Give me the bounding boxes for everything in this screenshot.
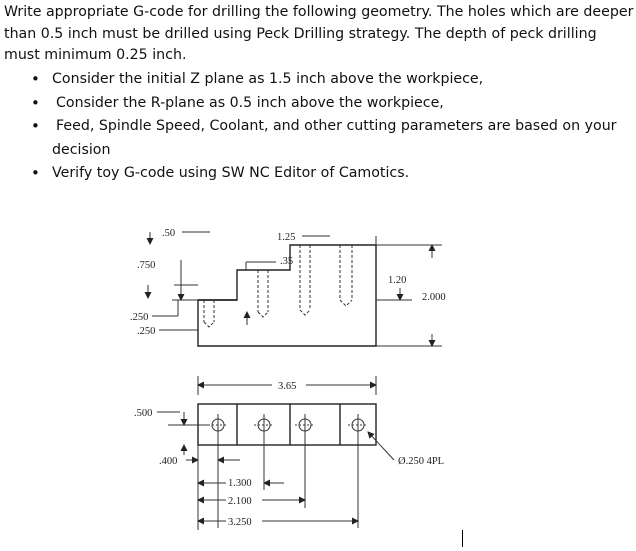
- drill-hole-2: [254, 414, 274, 436]
- list-item-text: Verify toy G-code using SW NC Editor of Camotics.: [52, 165, 410, 181]
- drill-hole-3: [295, 414, 315, 436]
- dim-120: 1.20: [388, 275, 407, 286]
- bullet-icon: •: [31, 164, 40, 182]
- bullet-icon: •: [31, 70, 40, 88]
- drill-hole-4: [348, 414, 368, 436]
- list-item-text: Consider the initial Z plane as 1.5 inch above the workpiece,: [52, 71, 484, 87]
- dim-3250: 3.250: [228, 517, 252, 528]
- drill-hole-1: [208, 414, 228, 436]
- dim-1300: 1.300: [228, 478, 252, 489]
- dim-2100: 2.100: [228, 496, 252, 507]
- bullet-icon: •: [31, 117, 40, 135]
- top-view: [134, 376, 444, 530]
- dim-0500: .500: [134, 408, 153, 419]
- hidden-hole-2: [258, 270, 268, 317]
- hole-callout: Ø.250 4PL: [398, 456, 445, 467]
- hidden-hole-4: [340, 245, 352, 306]
- question-paragraph: Write appropriate G-code for drilling the following geometry. The holes which are deeper than 0.5 inch must be drilled using Peck Drilling strategy. The depth of peck drilling must minimum 0.25 inch.: [4, 4, 634, 63]
- dim-2000: 2.000: [422, 292, 446, 303]
- dim-035: .35: [280, 256, 294, 267]
- text-cursor: [462, 530, 463, 547]
- dim-125: 1.25: [277, 232, 296, 243]
- list-item-text: Feed, Spindle Speed, Coolant, and other cutting parameters are based on your: [56, 118, 617, 134]
- dim-0400: .400: [159, 456, 178, 467]
- bullet-icon: •: [31, 93, 40, 112]
- dim-0250b: .250: [137, 326, 156, 337]
- list-item-text: Consider the R-plane as 0.5 inch above the workpiece,: [56, 94, 444, 111]
- hidden-hole-1: [204, 300, 214, 327]
- dim-0250a: .250: [130, 312, 149, 323]
- front-view: [130, 228, 446, 346]
- dim-365: 3.65: [278, 381, 297, 392]
- dim-0750: .750: [137, 260, 156, 271]
- dim-050: .50: [162, 228, 176, 239]
- hidden-hole-3: [300, 245, 310, 315]
- list-item-text-continued: decision: [52, 141, 111, 158]
